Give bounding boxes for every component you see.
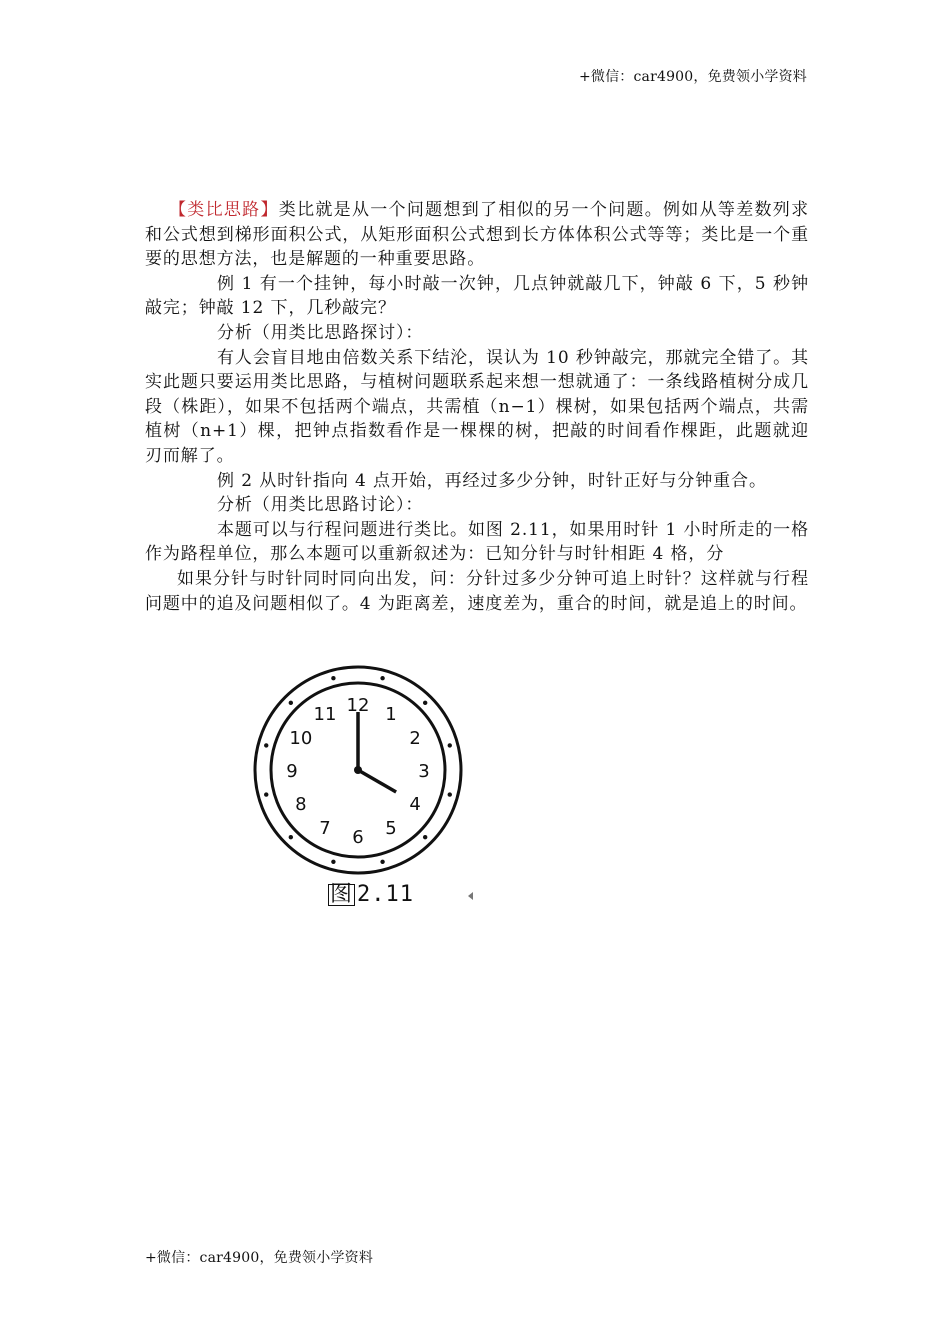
document-body <box>145 198 809 616</box>
clock-numeral-2: 2 <box>409 728 421 749</box>
clock-numeral-3: 3 <box>418 761 430 782</box>
example-1: 例 1 有一个挂钟，每小时敲一次钟，几点钟就敲几下，钟敲 6 下，5 秒钟敲完；钟敲 12 下，几秒敲完？ <box>145 273 809 319</box>
bezel-dot <box>423 701 427 705</box>
analysis-1-heading: 分析（用类比思路探讨）： <box>217 322 424 343</box>
bezel-dot <box>264 792 268 796</box>
hour-hand <box>358 770 396 792</box>
clock-numeral-9: 9 <box>286 761 298 782</box>
intro-highlight: 【类比思路】 <box>169 200 279 220</box>
analysis-1-text: 有人会盲目地由倍数关系下结沦，误认为 10 秒钟敲完，那就完全错了。其实此题只要运用类比思路，与植树问题联系起来想一想就通了：一条线路植树分成几段（株距），如果不包括两个端点，共需植（n−1）棵树，如果包括两个端点，共需植树（n+1）棵，把钟点指数看作是一棵棵的树，把敲的时间看作棵距，此题就迎刃而解了。 <box>145 347 809 466</box>
clock-numeral-6: 6 <box>352 827 364 848</box>
header-note: +微信：car4900，免费领小学资料 <box>578 69 807 85</box>
analysis-2-text: 本题可以与行程问题进行类比。如图 2.11，如果用时针 1 小时所走的一格作为路程单位，那么本题可以重新叙述为：已知分针与时针相距 4 格，分 <box>145 519 809 565</box>
clock-numeral-7: 7 <box>319 818 331 840</box>
figure-caption <box>328 882 414 907</box>
bezel-dot <box>331 860 335 864</box>
clock-figure <box>250 660 470 920</box>
caret-icon <box>468 892 473 900</box>
clock-numeral-8: 8 <box>295 794 307 815</box>
clock-icon <box>250 660 470 880</box>
bezel-dot <box>331 676 335 680</box>
clock-numeral-11: 11 <box>313 703 337 725</box>
clock-center-pin <box>354 766 362 774</box>
clock-numeral-4: 4 <box>409 794 421 815</box>
bezel-dot <box>380 860 384 864</box>
figure-caption-boxed-char: 图 <box>330 882 354 907</box>
bezel-dot <box>448 743 452 747</box>
analysis-2-continued: 如果分针与时针同时同向出发，问：分针过多少分钟可追上时针？这样就与行程问题中的追及问题相似了。4 为距离差，速度差为，重合的时间，就是追上的时间。 <box>145 568 809 614</box>
figure-caption-number: 2.11 <box>357 882 414 907</box>
example-2: 例 2 从时针指向 4 点开始，再经过多少分钟，时针正好与分钟重合。 <box>217 470 767 491</box>
bezel-dot <box>448 792 452 796</box>
footer-note: +微信：car4900，免费领小学资料 <box>145 1250 374 1266</box>
analysis-2-heading: 分析（用类比思路讨论）： <box>217 495 424 516</box>
bezel-dot <box>289 701 293 705</box>
bezel-dot <box>423 835 427 839</box>
clock-numeral-5: 5 <box>385 818 397 840</box>
bezel-dot <box>380 676 384 680</box>
clock-numeral-10: 10 <box>289 728 313 749</box>
bezel-dot <box>289 835 293 839</box>
bezel-dot <box>264 743 268 747</box>
clock-numeral-1: 1 <box>385 703 397 725</box>
intro-text: 类比就是从一个问题想到了相似的另一个问题。例如从等差数列求和公式想到梯形面积公式，从矩形面积公式想到长方体体积公式等等；类比是一个重要的思想方法，也是解题的一种重要思路。 <box>145 200 809 270</box>
intro-paragraph <box>145 198 809 272</box>
clock-numeral-12: 12 <box>346 695 370 716</box>
